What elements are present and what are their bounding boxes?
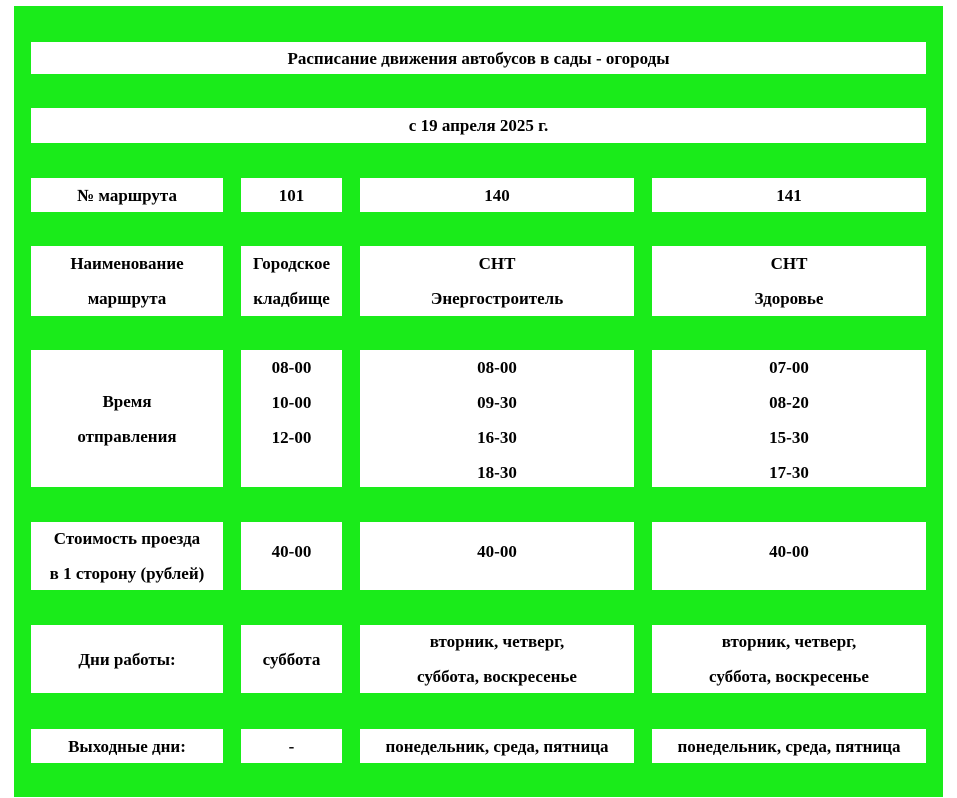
route-141-departures <box>652 350 926 487</box>
departure-time: 08-00 <box>477 358 517 377</box>
schedule-title: Расписание движения автобусов в сады - огороды <box>31 42 926 74</box>
route-101-fare: 40-00 <box>241 522 342 590</box>
route-141-fare: 40-00 <box>652 522 926 590</box>
departure-time: 18-30 <box>477 463 517 482</box>
departure-time: 17-30 <box>769 463 809 482</box>
route-141-number: 141 <box>652 178 926 212</box>
route-101-name: Городское кладбище <box>241 246 342 316</box>
departure-time: 07-00 <box>769 358 809 377</box>
departure-time: 16-30 <box>477 428 517 447</box>
route-141-days-off: понедельник, среда, пятница <box>652 729 926 763</box>
route-number-label: № маршрута <box>31 178 223 212</box>
route-141-name: СНТ Здоровье <box>652 246 926 316</box>
route-140-days-off: понедельник, среда, пятница <box>360 729 634 763</box>
departure-time: 09-30 <box>477 393 517 412</box>
route-140-name: СНТ Энергостроитель <box>360 246 634 316</box>
route-101-work-days: суббота <box>241 625 342 693</box>
days-off-label: Выходные дни: <box>31 729 223 763</box>
route-140-work-days: вторник, четверг, суббота, воскресенье <box>360 625 634 693</box>
departure-time: 10-00 <box>271 393 312 412</box>
schedule-date: с 19 апреля 2025 г. <box>31 108 926 143</box>
fare-label: Стоимость проезда в 1 сторону (рублей) <box>31 522 223 590</box>
route-101-number: 101 <box>241 178 342 212</box>
route-140-departures <box>360 350 634 487</box>
departure-time: 15-30 <box>769 428 809 447</box>
departure-time: 12-00 <box>271 428 312 447</box>
departure-time: 08-20 <box>769 393 809 412</box>
route-140-number: 140 <box>360 178 634 212</box>
route-name-label: Наименование маршрута <box>31 246 223 316</box>
route-140-fare: 40-00 <box>360 522 634 590</box>
route-141-work-days: вторник, четверг, суббота, воскресенье <box>652 625 926 693</box>
work-days-label: Дни работы: <box>31 625 223 693</box>
departure-time: 08-00 <box>271 358 312 377</box>
departure-time-label: Время отправления <box>31 350 223 487</box>
route-101-departures <box>241 350 342 487</box>
route-101-days-off: - <box>241 729 342 763</box>
